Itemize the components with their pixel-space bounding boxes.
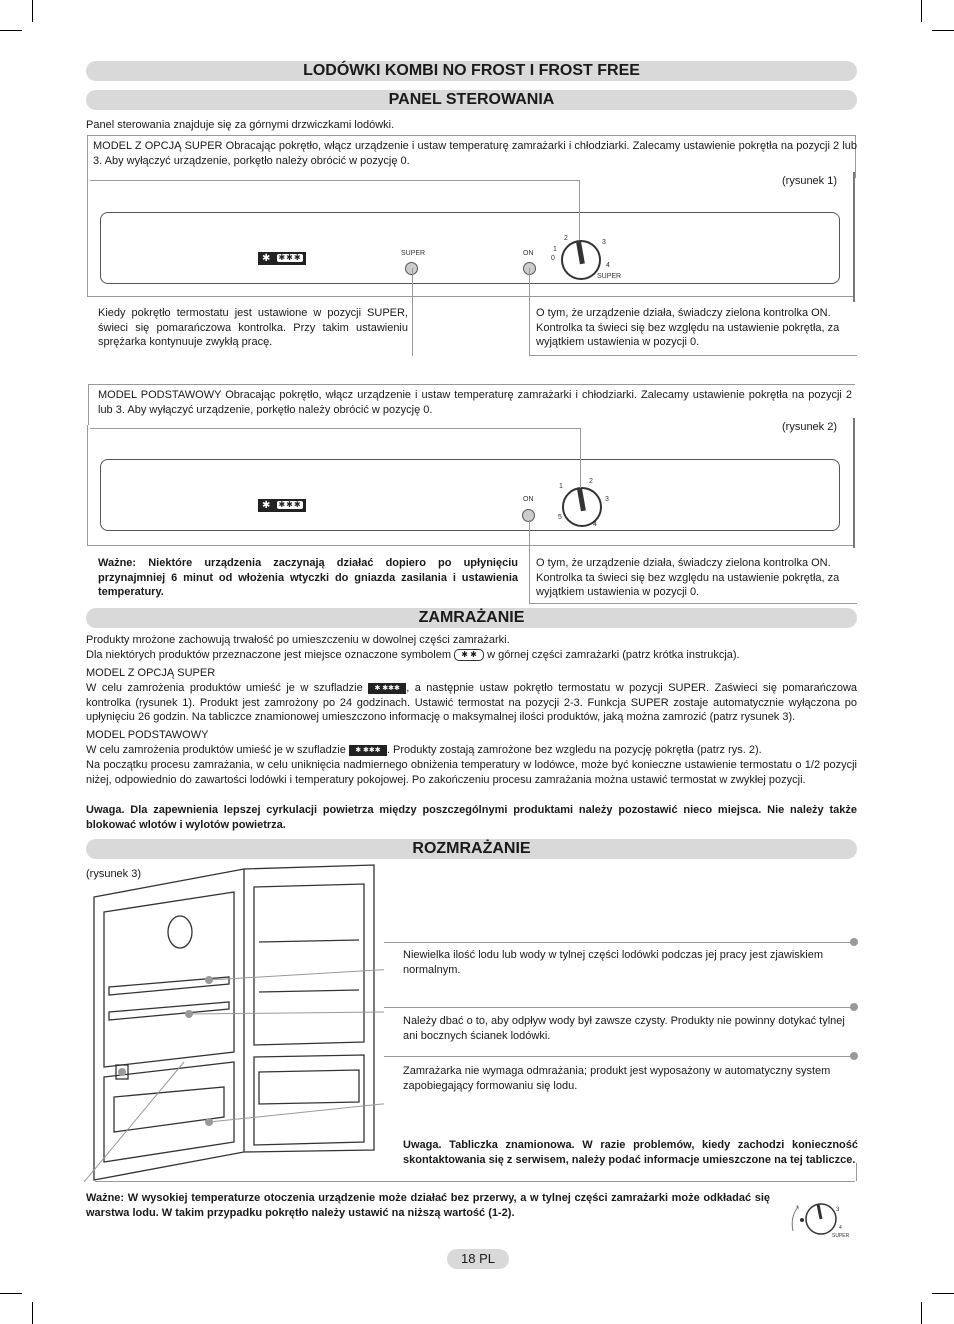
defrost-important: Ważne: W wysokiej temperaturze otoczenia urządzenie może działać bez przerwy, a w tylnej części zamrażarki może odkładać się warstwa lodu. W takim przypadku pokrętło należy ustawić na niższą wartość (1-2). <box>86 1192 770 1219</box>
leader-line <box>580 428 581 488</box>
freezer-symbol: ✱ ✱✱✱ <box>258 499 306 512</box>
svg-text:4: 4 <box>839 1225 842 1231</box>
crop-mark <box>921 1302 922 1324</box>
leader-line <box>579 180 580 240</box>
crop-mark <box>32 0 33 22</box>
leader-line <box>384 1056 854 1057</box>
freezing-paragraph <box>86 648 740 663</box>
leader-line <box>384 942 854 943</box>
crop-mark <box>0 30 22 31</box>
freezing-warning: Uwaga. Dla zapewnienia lepszej cyrkulacji powietrza między poszczególnymi produktami należy pozostawić nieco miejsca. Nie należy także blokować wlotów i wylotów powietrza. <box>86 804 857 831</box>
freezer-symbol: ✱ ✱✱✱ <box>258 252 306 265</box>
dial-mark-3: 3 <box>602 239 606 246</box>
crop-mark <box>32 1302 33 1324</box>
defrost-note-2: Należy dbać o to, aby odpływ wody był zawsze czysty. Produkty nie powinny dotykać tylnej ani bocznych ścianek lodówki. <box>403 1015 845 1042</box>
control-panel-figure-1 <box>100 212 840 284</box>
on-note: O tym, że urządzenie działa, świadczy zielona kontrolka ON. Kontrolka ta świeci się bez względu na ustawienie pokrętła, za wyjątkiem ustawienia w pozycji 0. <box>536 307 840 348</box>
super-lamp-label: SUPER <box>401 250 426 257</box>
crop-mark <box>932 1293 954 1294</box>
freezing-model-basic-heading: MODEL PODSTAWOWY <box>86 729 209 741</box>
dial-mark-super: SUPER <box>597 273 622 280</box>
freezing-model-super-heading: MODEL Z OPCJĄ SUPER <box>86 667 216 679</box>
freezer-drawer-symbol-icon: ✱ ✱✱✱ <box>368 683 406 694</box>
freezing-paragraph: Produkty mrożone zachowują trwałość po umieszczeniu w dowolnej części zamrażarki. <box>86 634 510 646</box>
leader-line <box>90 428 581 429</box>
defrost-note-1: Niewielka ilość lodu lub wody w tylnej części lodówki podczas jej pracy jest zjawiskiem normalnym. <box>403 949 823 976</box>
dial-mark-4: 4 <box>606 262 610 269</box>
figure-frame-right <box>850 172 855 302</box>
on-note: O tym, że urządzenie działa, świadczy zielona kontrolka ON. Kontrolka ta świeci się bez względu na ustawienie pokrętła, za wyjątkiem ustawienia w pozycji 0. <box>536 557 840 598</box>
important-note: Ważne: Niektóre urządzenia zaczynają działać dopiero po upłynięciu przynajmniej 6 minut od włożenia wtyczki do gniazda zasilania i ustawienia temperatury. <box>98 557 518 598</box>
freezing-text: . Produkty zostają zamrożone bez wzgledu na pozycję pokrętła (patrz rys. 2). <box>386 744 762 756</box>
super-note: Kiedy pokrętło termostatu jest ustawione w pozycji SUPER, świeci się pomarańczowa kontrolka. Przy takim ustawieniu sprężarka kontynuuje zwykłą pracę. <box>98 307 408 348</box>
leader-dot <box>850 1052 858 1060</box>
crop-mark <box>921 0 922 22</box>
dial-mark-5: 5 <box>558 514 562 521</box>
figure-1-label: (rysunek 1) <box>782 175 838 187</box>
dial-mark-3: 3 <box>605 496 609 503</box>
dial-mark-1: 1 <box>553 246 557 253</box>
defrost-note-4: Uwaga. Tabliczka znamionowa. W razie problemów, kiedy zachodzi konieczność skontaktowania się z serwisem, należy podać informacje umieszczone na tej tabliczce. <box>403 1139 858 1166</box>
page-title: LODÓWKI KOMBI NO FROST I FROST FREE <box>86 61 857 81</box>
freezer-drawer-symbol-icon: ✱ ✱✱✱ <box>349 745 387 756</box>
dial-mark-0: 0 <box>551 255 555 262</box>
on-lamp-label: ON <box>523 496 534 503</box>
freezing-text: Dla niektórych produktów przeznaczone jest miejsce oznaczone symbolem <box>86 649 452 661</box>
dial-mark-2: 2 <box>589 478 593 485</box>
figure-frame-left <box>87 425 91 545</box>
on-lamp-label: ON <box>523 250 534 257</box>
leader-dot <box>850 1003 858 1011</box>
freezing-basic-paragraph <box>86 743 857 758</box>
leader-line <box>95 1181 855 1182</box>
model-super-text: MODEL Z OPCJĄ SUPER Obracając pokrętło, włącz urządzenie i ustaw temperaturę zamrażarki i chłodziarki. Zalecamy ustawienie pokrętła na pozycji 2 lub 3. Aby wyłączyć urządzenie, porkętło należy obrócić w pozycję 0. <box>93 140 857 167</box>
leader-dot <box>850 938 858 946</box>
section-heading-panel: PANEL STEROWANIA <box>86 90 857 110</box>
page-number: 18 PL <box>447 1249 509 1269</box>
control-panel-figure-2 <box>100 459 840 531</box>
fridge-illustration <box>84 862 384 1192</box>
freezing-text: W celu zamrożenia produktów umieść je w szufladzie <box>86 744 346 756</box>
freezing-text: , a następnie ustaw pokrętło termostatu w pozycji SUPER. Zaświeci się pomarańczowa kontrolka (rysunek 1). Produkt jest zamrożony po 24 godzinach. Ustawić termostat na pozycji 2-3. Funkcja SUPER zostaje automatycznie wyłączona po upłynięciu 26 godzin. Na tabliczce znamionowej umieszczono informację o maksymalnej ilości produktów, jaką można zamrozić (patrz rysunek 3). <box>86 682 858 723</box>
leader-line <box>412 268 413 356</box>
small-dial-illustration <box>788 1189 858 1241</box>
section-heading-freezing: ZAMRAŻANIE <box>86 608 857 628</box>
figure-2-label: (rysunek 2) <box>782 421 838 433</box>
figure-frame-bottom <box>87 545 853 546</box>
crop-mark <box>0 1293 22 1294</box>
svg-text:SUPER: SUPER <box>832 1233 850 1239</box>
figure-frame-bottom <box>87 296 853 297</box>
crop-mark <box>932 30 954 31</box>
figure-3-label: (rysunek 3) <box>86 868 142 880</box>
star-symbol-icon: ✱ ✱ <box>454 649 484 661</box>
svg-text:3: 3 <box>836 1207 840 1213</box>
dial-mark-2: 2 <box>564 235 568 242</box>
freezing-super-paragraph <box>86 681 857 725</box>
panel-intro: Panel sterowania znajduje się za górnymi drzwiczkami lodówki. <box>86 119 395 131</box>
model-basic-text: MODEL PODSTAWOWY Obracając pokrętło, włącz urządzenie i ustaw temperaturę zamrażarki i chłodziarki. Zalecamy ustawienie pokrętła na pozycji 2 lub 3. Aby wyłączyć urządzenie, porkętło należy obrócić w pozycję 0. <box>98 389 852 416</box>
freezing-start-paragraph: Na początku procesu zamrażania, w celu uniknięcia nadmiernego obniżenia temperatury w lodówce, może być konieczne ustawienie termostatu o 1/2 pozycji niżej, odpowiednio do zawartości lodówki i temperatury pokojowej. Po zakończeniu procesu zamrażania można ustawić termostat w zwykłej pozycji. <box>86 759 857 786</box>
defrost-note-3: Zamrażarka nie wymaga odmrażania; produkt jest wyposażony w automatyczny system zapobiegający formowaniu się lodu. <box>403 1065 831 1092</box>
dial-mark-1: 1 <box>559 483 563 490</box>
leader-line <box>384 1007 854 1008</box>
figure-frame-right <box>850 418 855 548</box>
freezing-text: w górnej części zamrażarki (patrz krótka instrukcja). <box>487 649 740 661</box>
figure-frame-left <box>87 177 91 297</box>
dial-mark-4: 4 <box>593 521 597 528</box>
section-heading-defrost: ROZMRAŻANIE <box>86 839 857 859</box>
freezing-text: W celu zamrożenia produktów umieść je w szufladzie <box>86 682 363 694</box>
leader-line <box>90 180 580 181</box>
